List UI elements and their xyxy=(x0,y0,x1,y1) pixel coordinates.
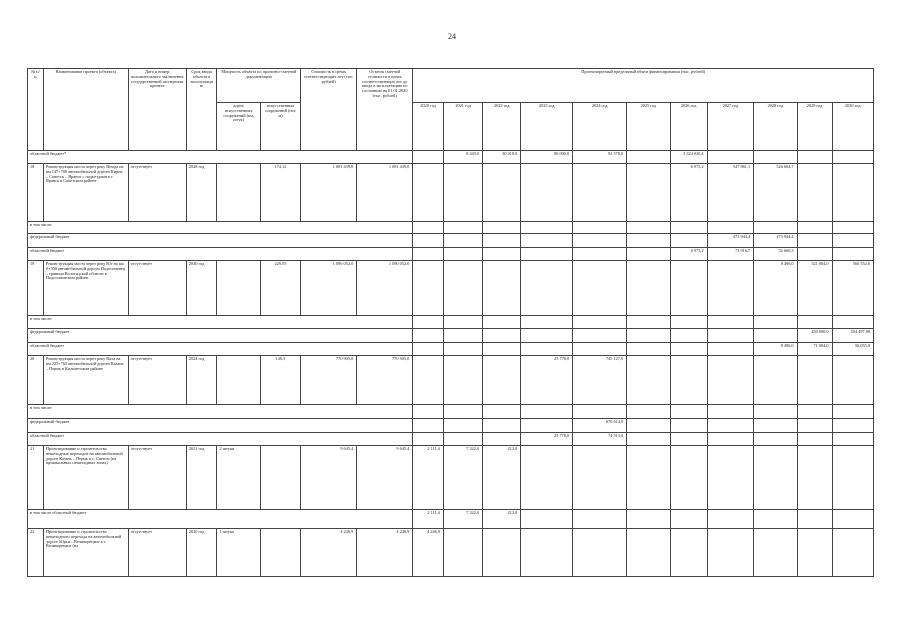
term-cell: 2021 год xyxy=(186,446,217,510)
table-row xyxy=(28,164,874,222)
table-row xyxy=(28,316,874,329)
rest-cell: 770 905,0 xyxy=(357,356,413,405)
cell-2027: 473 944,4 xyxy=(707,234,754,248)
cell-2024: 745 127,0 xyxy=(573,356,627,405)
table-row xyxy=(28,433,874,446)
table-row xyxy=(28,222,874,234)
cost-cell: 4 246,9 xyxy=(301,529,357,577)
table-row xyxy=(28,261,874,316)
term-cell: 2030 год xyxy=(186,261,217,316)
length-cell: 229,05 xyxy=(260,261,300,316)
cell-2029: 521 004,0 xyxy=(797,261,832,316)
term-cell: 2020 год xyxy=(186,529,217,577)
cell-2028: 8 496,0 xyxy=(754,343,797,356)
project-name: Реконструкция моста через реку Вала на км 225+765 автомобильной дороги Казань – Пермь в Кильмезском районе xyxy=(43,356,128,405)
units-cell: 1 штука xyxy=(217,529,260,577)
cell-2022: 212,0 xyxy=(483,510,521,529)
header-year: 2025 год xyxy=(627,103,670,151)
length-cell: 174,12 xyxy=(260,164,300,222)
table-row xyxy=(28,248,874,261)
cell-2020: 2 111,4 xyxy=(413,446,444,510)
rest-cell: 9 645,4 xyxy=(357,446,413,510)
row-number: 22 xyxy=(28,529,44,577)
table-row xyxy=(28,529,874,577)
row-label: областной бюджет* xyxy=(28,151,413,164)
header-power-roads: дорог, искусственных сооружений (км, штук) xyxy=(217,103,260,151)
expertise-cell: отсутствует xyxy=(128,164,186,222)
header-year: 2027 год xyxy=(707,103,754,151)
header-year: 2029 год xyxy=(797,103,832,151)
row-number: 21 xyxy=(28,446,44,510)
row-label: в том числе: xyxy=(28,316,413,329)
row-label: областной бюджет xyxy=(28,248,413,261)
cell-2030: 560 552,0 xyxy=(832,261,873,316)
table-row xyxy=(28,419,874,433)
cell-2020: 2 111,4 xyxy=(413,510,444,529)
cell-2027: 547 861,1 xyxy=(707,164,754,222)
header-cost: Стоимость в ценах соответствующих лет (тыс. рублей) xyxy=(301,69,357,151)
header-year: 2020 год xyxy=(413,103,444,151)
cell-2027: 73 916,7 xyxy=(707,248,754,261)
table-row xyxy=(28,151,874,164)
row-number: 18 xyxy=(28,164,44,222)
header-year: 2024 год xyxy=(573,103,627,151)
financing-table xyxy=(27,68,874,577)
header-rest: Остаток сметной стоимости в ценах соответствующих лет до ввода в эксплуатацию по состоянию на 01.01.2020 (тыс. рублей) xyxy=(357,69,413,151)
expertise-cell: отсутствует xyxy=(128,529,186,577)
row-label: областной бюджет xyxy=(28,433,413,446)
cell-2028: 473 944,4 xyxy=(754,234,797,248)
cell-2030: 56 055,0 xyxy=(832,343,873,356)
cost-cell: 770 905,0 xyxy=(301,356,357,405)
cell-2021: 7 322,0 xyxy=(444,446,483,510)
row-number: 20 xyxy=(28,356,44,405)
header-expertise: Дата и номер положительного заключения государственной экспертизы проекта xyxy=(128,69,186,151)
cost-cell: 1 090 052,0 xyxy=(301,261,357,316)
term-cell: 2024 год xyxy=(186,356,217,405)
project-name: Проектирование и строительство пешеходного перехода на автомобильной дороге Юрья – Великорецкое в с. Великорецкое (на xyxy=(43,529,128,577)
table-row xyxy=(28,234,874,248)
cell-2024: 74 513,0 xyxy=(573,433,627,446)
rest-cell: 1 090 052,0 xyxy=(357,261,413,316)
cell-2021: 8 445,0 xyxy=(444,151,483,164)
cell-2029: 450 000,0 xyxy=(797,329,832,343)
cell-2028: 526 604,7 xyxy=(754,164,797,222)
project-name: Реконструкция моста через реку Немда на км 147+700 автомобильной дороги Киров – Советск – Яранск с подъездами к г. Яранск в Советском районе xyxy=(43,164,128,222)
cell-2022: 30 018,0 xyxy=(483,151,521,164)
header-term: Срок ввода объекта в эксплуатацию xyxy=(186,69,217,151)
cell-2023: 80 000,0 xyxy=(521,151,573,164)
term-cell: 2028 год xyxy=(186,164,217,222)
table-row xyxy=(28,446,874,510)
header-year: 2028 год xyxy=(754,103,797,151)
header-forecast: Прогнозируемый предельный объем финансирования (тыс. рублей) xyxy=(413,69,874,103)
header-year: 2026 год xyxy=(670,103,707,151)
row-label: областной бюджет xyxy=(28,343,413,356)
header-power: Мощность объекта по проектно-сметной документации xyxy=(217,69,301,103)
cell-2026: 6 975,2 xyxy=(670,248,707,261)
table-row xyxy=(28,405,874,419)
cost-cell: 9 645,4 xyxy=(301,446,357,510)
cell-2028: 52 660,3 xyxy=(754,248,797,261)
rest-cell: 4 246,9 xyxy=(357,529,413,577)
length-cell: 148,3 xyxy=(260,356,300,405)
cell-2026: 6 975,2 xyxy=(670,164,707,222)
header-year: 2023 год xyxy=(521,103,573,151)
header-year: 2030 год xyxy=(832,103,873,151)
units-cell: 2 штуки xyxy=(217,446,260,510)
cell-2030: 504 497,00 xyxy=(832,329,873,343)
cell-2021: 7 322,0 xyxy=(444,510,483,529)
cell-2020: 4 246,9 xyxy=(413,529,444,577)
expertise-cell: отсутствует xyxy=(128,356,186,405)
table-row xyxy=(28,343,874,356)
expertise-cell: отсутствует xyxy=(128,446,186,510)
row-label: в том числе областной бюджет xyxy=(28,510,413,529)
row-label: федеральный бюджет xyxy=(28,419,413,433)
row-label: в том числе: xyxy=(28,405,413,419)
cell-2026: 3 324 020,4 xyxy=(670,151,707,164)
cell-2023: 25 778,0 xyxy=(521,433,573,446)
project-name: Реконструкция моста через реку Юг на км 0+500 автомобильной дороги Подосиновец – граница Вологодской области в Подосиновском районе xyxy=(43,261,128,316)
table-row xyxy=(28,510,874,529)
row-label: в том числе: xyxy=(28,222,413,234)
row-label: федеральный бюджет xyxy=(28,234,413,248)
project-name: Проектирование и строительство пешеходных переходов на автомобильной дороге Казань – Пермь в с. Синеги (на пришкольных пешеходных зонах) xyxy=(43,446,128,510)
cell-2028: 8 496,0 xyxy=(754,261,797,316)
header-year: 2022 год xyxy=(483,103,521,151)
page-number: 24 xyxy=(448,32,456,41)
table-row xyxy=(28,329,874,343)
header-year: 2021 год xyxy=(444,103,483,151)
cost-cell: 1 081 439,0 xyxy=(301,164,357,222)
header-power-structures: искусственных сооружений (пог. м) xyxy=(260,103,300,151)
cell-2023: 25 778,0 xyxy=(521,356,573,405)
row-number: 19 xyxy=(28,261,44,316)
header-name: Наименование проекта (объекта) xyxy=(43,69,128,151)
expertise-cell: отсутствует xyxy=(128,261,186,316)
cell-2022: 212,0 xyxy=(483,446,521,510)
row-label: федеральный бюджет xyxy=(28,329,413,343)
table-row xyxy=(28,356,874,405)
rest-cell: 1 081 439,0 xyxy=(357,164,413,222)
cell-2024: 92 578,0 xyxy=(573,151,627,164)
cell-2029: 71 004,0 xyxy=(797,343,832,356)
cell-2024: 670 614,0 xyxy=(573,419,627,433)
header-num: № п/п xyxy=(28,69,44,151)
